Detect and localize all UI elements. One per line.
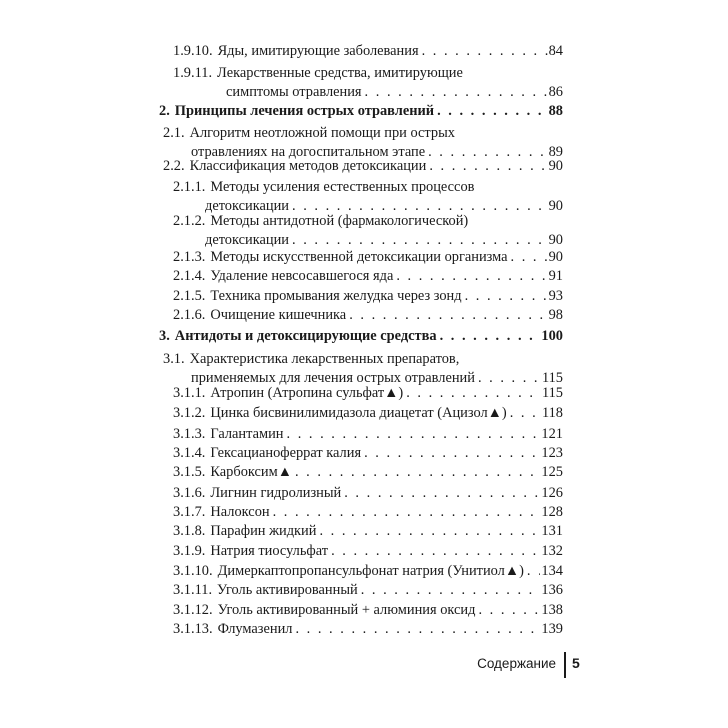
toc-entry-page: 88 <box>548 103 563 119</box>
toc-entry-title: Яды, имитирующие заболевания <box>217 43 419 59</box>
toc-entry-page: 132 <box>541 543 563 559</box>
toc-entry-number: 2.2. <box>163 158 185 174</box>
toc-leader-dots <box>364 444 540 463</box>
toc-leader-dots <box>440 327 541 346</box>
toc-leader-dots <box>287 425 541 444</box>
toc-entry-number: 3.1.6. <box>173 485 206 501</box>
toc-entry-3-1-11[interactable] <box>173 581 563 600</box>
toc-entry-page: 138 <box>541 602 563 618</box>
toc-entry-title: Техника промывания желудка через зонд <box>210 288 462 304</box>
toc-entry-number: 2.1.1. <box>173 179 206 195</box>
toc-entry-number: 1.9.11. <box>173 65 213 81</box>
toc-entry-number: 3.1.4. <box>173 445 206 461</box>
toc-entry-number: 3.1.3. <box>173 426 206 442</box>
toc-entry-number: 3.1. <box>163 351 185 367</box>
toc-entry-title-continuation: применяемых для лечения острых отравлений <box>191 370 475 386</box>
toc-entry-number: 3.1.10. <box>173 563 213 579</box>
toc-entry-number: 2.1. <box>163 125 185 141</box>
toc-entry-number: 3.1.13. <box>173 621 213 637</box>
toc-entry-page: 90 <box>548 198 563 214</box>
toc-entry-number: 1.9.10. <box>173 43 213 59</box>
toc-entry-2-1-2[interactable] <box>173 212 563 250</box>
toc-entry-title: Методы искусственной детоксикации организма <box>210 249 508 265</box>
toc-leader-dots <box>331 542 540 561</box>
toc-entry-title: Удаление невсосавшегося яда <box>210 268 394 284</box>
toc-leader-dots <box>465 287 548 306</box>
toc-entry-title: Методы антидотной (фармакологической) <box>210 213 469 229</box>
page-footer <box>400 652 580 678</box>
toc-entry-number: 2.1.3. <box>173 249 206 265</box>
toc-entry-title: Лигнин гидролизный <box>210 485 342 501</box>
toc-leader-dots <box>429 157 547 176</box>
toc-leader-dots <box>437 102 548 121</box>
toc-leader-dots <box>319 522 540 541</box>
toc-entry-page: 100 <box>541 328 563 344</box>
toc-entry-page: 139 <box>541 621 563 637</box>
toc-leader-dots <box>361 581 541 600</box>
toc-entry-title: Алгоритм неотложной помощи при острых <box>189 125 455 141</box>
toc-entry-number: 2.1.6. <box>173 307 206 323</box>
toc-entry-3-1-9[interactable] <box>173 542 563 561</box>
toc-entry-title: Характеристика лекарственных препаратов, <box>189 351 460 367</box>
toc-entry-page: 115 <box>541 385 563 401</box>
toc-entry-page: 89 <box>548 144 563 160</box>
toc-entry-title-continuation: симптомы отравления <box>226 84 362 100</box>
toc-entry-page: 134 <box>541 563 563 579</box>
toc-entry-page: 90 <box>548 249 563 265</box>
toc-entry-3-1-6[interactable] <box>173 484 563 503</box>
toc-entry-page: 126 <box>541 485 563 501</box>
toc-entry-3-1-7[interactable] <box>173 503 563 522</box>
toc-entry-title: Принципы лечения острых отравлений <box>174 103 435 119</box>
toc-entry-number: 3.1.9. <box>173 543 206 559</box>
toc-entry-page: 123 <box>541 445 563 461</box>
toc-entry-3[interactable] <box>159 327 563 346</box>
toc-entry-page: 125 <box>541 464 563 480</box>
toc-entry-title: Атропин (Атропина сульфат▲) <box>210 385 404 401</box>
toc-entry-2-1-1[interactable] <box>173 178 563 216</box>
toc-entry-title: Димеркаптопропансульфонат натрия (Унитиол▲) <box>217 563 524 579</box>
toc-leader-dots <box>527 562 541 581</box>
toc-leader-dots <box>349 306 547 325</box>
toc-entry-3-1-8[interactable] <box>173 522 563 541</box>
toc-leader-dots <box>510 404 541 423</box>
toc-entry-number: 2.1.4. <box>173 268 206 284</box>
toc-entry-page: 90 <box>548 232 563 248</box>
toc-leader-dots <box>396 267 547 286</box>
toc-entry-title: Антидоты и детоксицирующие средства <box>174 328 437 344</box>
toc-entry-title: Уголь активированный + алюминия оксид <box>217 602 476 618</box>
toc-leader-dots <box>295 463 540 482</box>
toc-entry-page: 115 <box>541 370 563 386</box>
toc-entry-page: 91 <box>548 268 563 284</box>
toc-leader-dots <box>422 42 548 61</box>
toc-entry-3-1-3[interactable] <box>173 425 563 444</box>
toc-entry-number: 3.1.1. <box>173 385 206 401</box>
toc-entry-title: Налоксон <box>210 504 270 520</box>
toc-entry-number: 3.1.2. <box>173 405 206 421</box>
toc-entry-number: 3.1.11. <box>173 582 213 598</box>
toc-entry-title: Классификация методов детоксикации <box>189 158 427 174</box>
toc-entry-title: Очищение кишечника <box>210 307 347 323</box>
toc-entry-1-9-11[interactable] <box>173 64 563 102</box>
toc-entry-title: Гексацианоферрат калия <box>210 445 362 461</box>
toc-entry-3-1-4[interactable] <box>173 444 563 463</box>
toc-entry-number: 3.1.7. <box>173 504 206 520</box>
toc-leader-dots <box>478 601 540 620</box>
toc-entry-1-9-10[interactable] <box>173 42 563 61</box>
toc-entry-number: 2. <box>159 103 170 119</box>
toc-entry-page: 136 <box>541 582 563 598</box>
toc-leader-dots <box>511 248 548 267</box>
toc-entry-page: 131 <box>541 523 563 539</box>
toc-entry-title: Лекарственные средства, имитирующие <box>217 65 463 81</box>
toc-entry-2[interactable] <box>159 102 563 121</box>
toc-entry-title: Карбоксим▲ <box>210 464 292 480</box>
toc-entry-page: 118 <box>541 405 563 421</box>
footer-page-number: 5 <box>572 655 580 671</box>
toc-leader-dots <box>365 83 548 102</box>
toc-entry-page: 84 <box>548 43 563 59</box>
toc-entry-2-1-5[interactable] <box>173 287 563 306</box>
toc-entry-title: Цинка бисвинилимидазола диацетат (Ацизол▲) <box>210 405 507 421</box>
toc-entry-page: 128 <box>541 504 563 520</box>
footer-section-label: Содержание <box>477 656 556 671</box>
toc-entry-2-1-4[interactable] <box>173 267 563 286</box>
toc-entry-number: 2.1.5. <box>173 288 206 304</box>
toc-entry-number: 3.1.5. <box>173 464 206 480</box>
toc-entry-title: Парафин жидкий <box>210 523 317 539</box>
footer-divider <box>564 652 566 678</box>
toc-entry-3-1-2[interactable] <box>173 404 563 423</box>
toc-entry-title: Уголь активированный <box>217 582 358 598</box>
toc-entry-number: 3. <box>159 328 170 344</box>
toc-leader-dots <box>344 484 540 503</box>
toc-leader-dots <box>273 503 541 522</box>
toc-entry-title: Натрия тиосульфат <box>210 543 329 559</box>
toc-entry-3-1-13[interactable] <box>173 620 563 639</box>
toc-entry-title-continuation: детоксикации <box>205 232 289 248</box>
toc-entry-number: 2.1.2. <box>173 213 206 229</box>
toc-entry-3-1-10[interactable] <box>173 562 563 581</box>
toc-entry-2-2[interactable] <box>163 157 563 176</box>
toc-entry-page: 90 <box>548 158 563 174</box>
toc-entry-3-1-12[interactable] <box>173 601 563 620</box>
toc-entry-3-1[interactable] <box>163 350 563 388</box>
toc-entry-number: 3.1.12. <box>173 602 213 618</box>
toc-entry-number: 3.1.8. <box>173 523 206 539</box>
toc-entry-3-1-1[interactable] <box>173 384 563 403</box>
toc-entry-page: 86 <box>548 84 563 100</box>
toc-leader-dots <box>295 620 540 639</box>
toc-entry-title-continuation: отравлениях на догоспитальном этапе <box>191 144 426 160</box>
toc-entry-2-1-3[interactable] <box>173 248 563 267</box>
toc-entry-2-1-6[interactable] <box>173 306 563 325</box>
toc-entry-page: 121 <box>541 426 563 442</box>
toc-entry-title: Флумазенил <box>217 621 293 637</box>
toc-entry-title-continuation: детоксикации <box>205 198 289 214</box>
toc-entry-3-1-5[interactable] <box>173 463 563 482</box>
toc-entry-title: Методы усиления естественных процессов <box>210 179 475 195</box>
toc-entry-page: 98 <box>548 307 563 323</box>
toc-entry-page: 93 <box>548 288 563 304</box>
toc-leader-dots <box>406 384 541 403</box>
toc-entry-title: Галантамин <box>210 426 284 442</box>
